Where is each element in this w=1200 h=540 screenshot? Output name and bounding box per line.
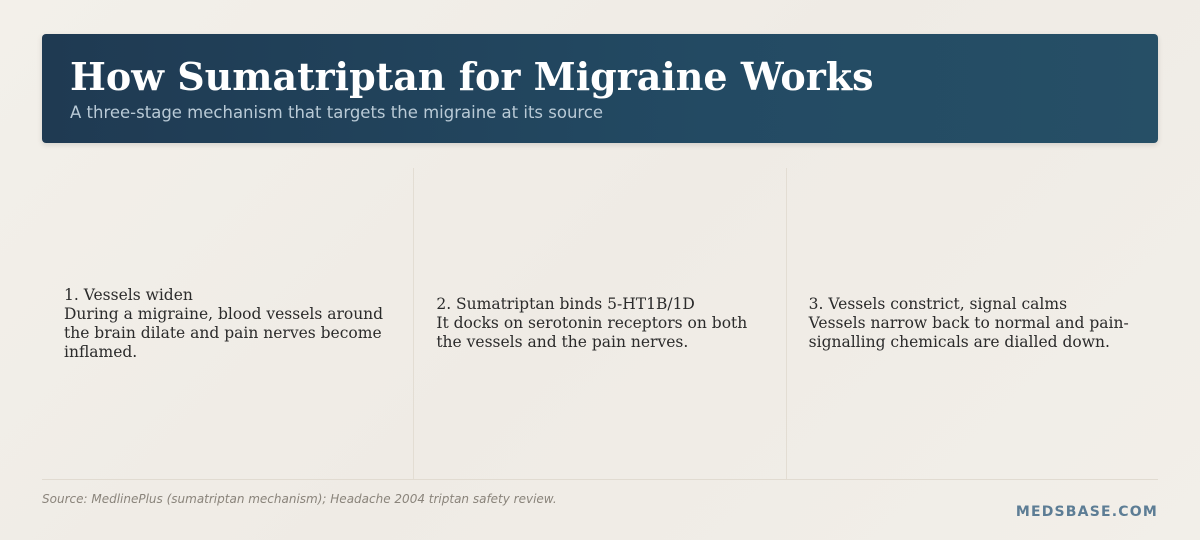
stage-1-text — [64, 286, 391, 362]
stage-3 — [786, 168, 1158, 479]
stage-2-text — [436, 295, 763, 352]
brand-link[interactable]: MEDSBASE.COM — [1015, 504, 1158, 520]
stages-row — [42, 168, 1158, 479]
page-title: How Sumatriptan for Migraine Works — [70, 54, 874, 99]
page-subtitle: A three-stage mechanism that targets the migraine at its source — [70, 103, 604, 122]
stage-1-body: During a migraine, blood vessels around the brain dilate and pain nerves become inflamed. — [64, 304, 384, 361]
stage-3-body: Vessels narrow back to normal and pain-signalling chemicals are dialled down. — [808, 314, 1129, 351]
stage-2 — [413, 168, 785, 479]
stage-1-title: 1. Vessels widen — [64, 285, 193, 304]
stage-2-body: It docks on serotonin receptors on both the vessels and the pain nerves. — [436, 314, 748, 351]
stage-2-title: 2. Sumatriptan binds 5-HT1B/1D — [436, 295, 695, 313]
header-banner — [42, 34, 1158, 143]
stage-3-text — [809, 295, 1136, 352]
stage-1 — [42, 168, 413, 479]
stage-3-title: 3. Vessels constrict, signal calms — [808, 295, 1068, 313]
source-citation: Source: MedlinePlus (sumatriptan mechanism); Headache 2004 triptan safety review. — [42, 492, 557, 506]
footer-divider — [42, 479, 1158, 480]
